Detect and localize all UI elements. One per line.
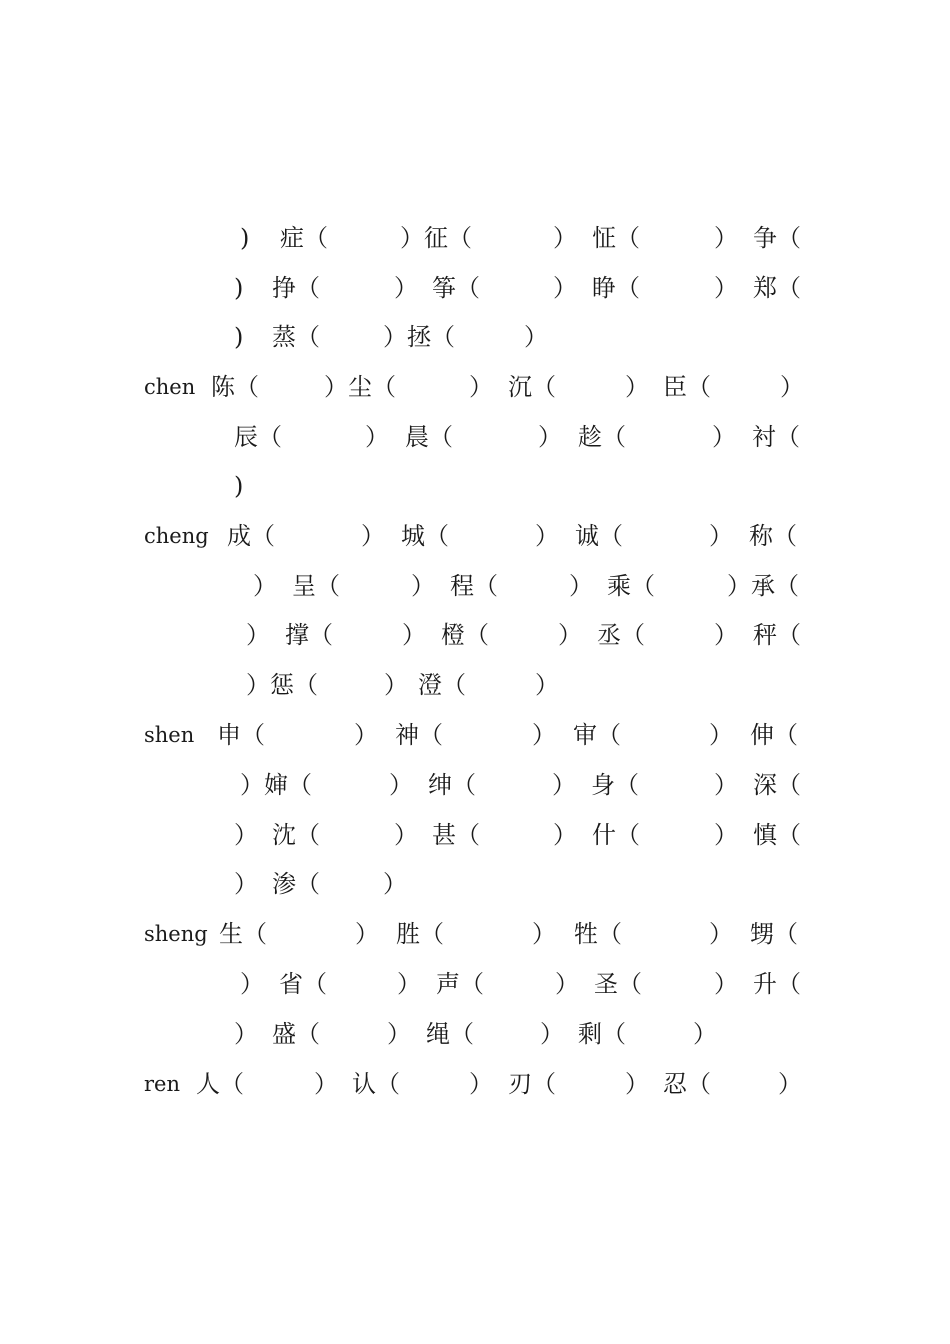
text-segment: ）: [555, 970, 579, 998]
text-segment: ）: [535, 671, 559, 699]
text-segment: ）: [469, 373, 493, 401]
worksheet-line: [0, 372, 950, 402]
text-segment: 沉（: [508, 373, 556, 401]
text-segment: ）: [355, 920, 379, 948]
text-segment: 臣（: [663, 373, 711, 401]
text-segment: ）: [558, 621, 582, 649]
text-segment: ）: [714, 621, 738, 649]
text-segment: ）: [384, 671, 408, 699]
text-segment: ）: [714, 224, 738, 252]
text-segment: ）: [411, 572, 435, 600]
text-segment: ）: [532, 920, 556, 948]
text-segment: ）拯（: [383, 323, 455, 351]
text-segment: ）征（: [400, 224, 472, 252]
text-segment: 辰（: [234, 423, 282, 451]
pinyin-label: shen: [144, 723, 195, 747]
text-segment: 圣（: [594, 970, 642, 998]
text-segment: 晨（: [405, 423, 453, 451]
text-segment: ）: [625, 373, 649, 401]
text-segment: 剩（: [578, 1020, 626, 1048]
worksheet-line: [0, 919, 950, 949]
text-segment: 慎（: [753, 821, 801, 849]
worksheet-line: [0, 820, 950, 850]
text-segment: ）: [402, 621, 426, 649]
text-segment: ): [234, 323, 244, 351]
text-segment: ）: [553, 224, 577, 252]
text-segment: 审（: [573, 721, 621, 749]
text-segment: 郑（: [753, 274, 801, 302]
text-segment: ）: [535, 522, 559, 550]
text-segment: 省（: [279, 970, 327, 998]
text-segment: 牲（: [574, 920, 622, 948]
text-segment: ）: [246, 621, 270, 649]
text-segment: ）: [540, 1020, 564, 1048]
worksheet-line: [0, 521, 950, 551]
text-segment: ）: [625, 1070, 649, 1098]
text-segment: 生（: [219, 920, 267, 948]
text-segment: 人（: [196, 1070, 244, 1098]
text-segment: ）: [714, 771, 738, 799]
text-segment: 甚（: [432, 821, 480, 849]
text-segment: 沈（: [272, 821, 320, 849]
pinyin-label: cheng: [144, 524, 209, 548]
text-segment: ）承（: [727, 572, 799, 600]
text-segment: ): [234, 274, 244, 302]
text-segment: ）: [354, 721, 378, 749]
text-segment: 渗（: [272, 870, 320, 898]
text-segment: ）: [314, 1070, 338, 1098]
worksheet-line: [0, 422, 950, 452]
text-segment: ）: [712, 423, 736, 451]
text-segment: ）: [552, 771, 576, 799]
text-segment: 深（: [753, 771, 801, 799]
text-segment: 怔（: [592, 224, 640, 252]
text-segment: ）: [714, 970, 738, 998]
text-segment: 衬（: [752, 423, 800, 451]
text-segment: ）: [234, 870, 258, 898]
worksheet-line: [0, 223, 950, 253]
text-segment: 身（: [591, 771, 639, 799]
text-segment: ）: [714, 274, 738, 302]
text-segment: 伸（: [750, 721, 798, 749]
text-segment: 胜（: [396, 920, 444, 948]
pinyin-label: sheng: [144, 922, 208, 946]
text-segment: 刃（: [508, 1070, 556, 1098]
text-segment: 神（: [395, 721, 443, 749]
text-segment: 成（: [227, 522, 275, 550]
text-segment: 城（: [401, 522, 449, 550]
text-segment: ): [240, 224, 250, 252]
text-segment: 盛（: [272, 1020, 320, 1048]
text-segment: ）: [394, 274, 418, 302]
pinyin-label: ren: [144, 1072, 180, 1096]
text-segment: 绅（: [428, 771, 476, 799]
text-segment: ）: [553, 274, 577, 302]
text-segment: 甥（: [750, 920, 798, 948]
text-segment: ）: [709, 920, 733, 948]
text-segment: ）: [778, 1070, 802, 1098]
text-segment: 称（: [749, 522, 797, 550]
worksheet-line: [0, 471, 950, 501]
text-segment: ）婶（: [240, 771, 312, 799]
text-segment: ）: [532, 721, 556, 749]
text-segment: 秤（: [753, 621, 801, 649]
text-segment: 争（: [753, 224, 801, 252]
text-segment: 绳（: [426, 1020, 474, 1048]
text-segment: 认（: [352, 1070, 400, 1098]
worksheet-line: [0, 1019, 950, 1049]
worksheet-line: [0, 770, 950, 800]
text-segment: ）: [553, 821, 577, 849]
worksheet-line: [0, 969, 950, 999]
text-segment: 澄（: [418, 671, 466, 699]
text-segment: 呈（: [292, 572, 340, 600]
text-segment: ）: [780, 373, 804, 401]
text-segment: ）: [234, 1020, 258, 1048]
text-segment: 诚（: [575, 522, 623, 550]
text-segment: ): [234, 472, 244, 500]
text-segment: ）: [394, 821, 418, 849]
text-segment: ）: [361, 522, 385, 550]
text-segment: 陈（: [211, 373, 259, 401]
text-segment: ）: [253, 572, 277, 600]
text-segment: 申（: [217, 721, 265, 749]
text-segment: ）: [469, 1070, 493, 1098]
text-segment: 撑（: [285, 621, 333, 649]
text-segment: ）惩（: [246, 671, 318, 699]
text-segment: ）: [714, 821, 738, 849]
worksheet-line: [0, 322, 950, 352]
worksheet-line: [0, 1069, 950, 1099]
text-segment: ）尘（: [324, 373, 396, 401]
worksheet-line: [0, 670, 950, 700]
text-segment: ）: [389, 771, 413, 799]
text-segment: ）: [538, 423, 562, 451]
text-segment: ）: [524, 323, 548, 351]
text-segment: ）: [234, 821, 258, 849]
worksheet-line: [0, 620, 950, 650]
text-segment: ）: [569, 572, 593, 600]
text-segment: 症（: [280, 224, 328, 252]
pinyin-label: chen: [144, 375, 196, 399]
text-segment: 睁（: [592, 274, 640, 302]
text-segment: 忍（: [663, 1070, 711, 1098]
text-segment: 乘（: [607, 572, 655, 600]
text-segment: ）: [397, 970, 421, 998]
text-segment: 程（: [450, 572, 498, 600]
text-segment: 蒸（: [272, 323, 320, 351]
text-segment: ）: [240, 970, 264, 998]
text-segment: 趁（: [578, 423, 626, 451]
text-segment: ）: [709, 522, 733, 550]
worksheet-line: [0, 273, 950, 303]
text-segment: 橙（: [441, 621, 489, 649]
worksheet-line: [0, 720, 950, 750]
text-segment: 筝（: [432, 274, 480, 302]
worksheet-line: [0, 869, 950, 899]
text-segment: 升（: [753, 970, 801, 998]
text-segment: 挣（: [272, 274, 320, 302]
text-segment: 丞（: [597, 621, 645, 649]
text-segment: ）: [365, 423, 389, 451]
text-segment: 声（: [436, 970, 484, 998]
text-segment: ）: [693, 1020, 717, 1048]
text-segment: ）: [387, 1020, 411, 1048]
text-segment: ）: [383, 870, 407, 898]
text-segment: 什（: [592, 821, 640, 849]
worksheet-line: [0, 571, 950, 601]
text-segment: ）: [709, 721, 733, 749]
